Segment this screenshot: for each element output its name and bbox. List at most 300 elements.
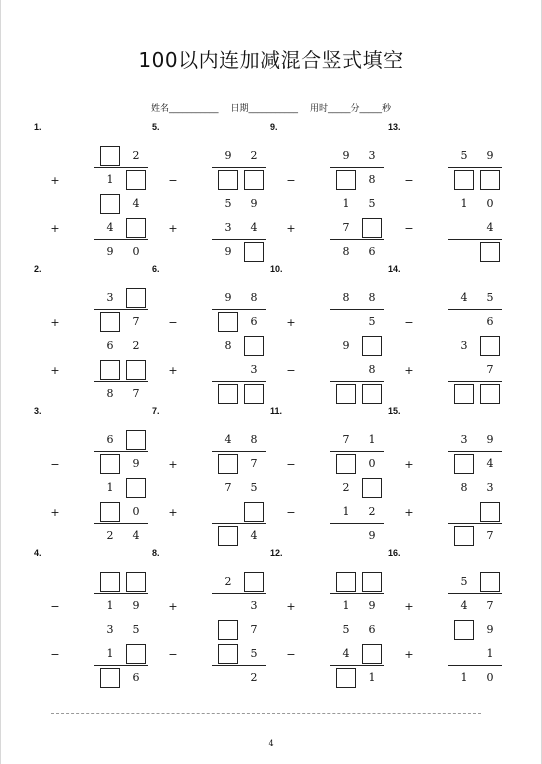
digit: 3: [106, 623, 114, 636]
digit: 6: [368, 245, 376, 258]
seconds-label: 秒: [382, 104, 392, 114]
digit: 1: [368, 433, 376, 446]
result-line: [330, 309, 384, 310]
equation-row: [152, 502, 270, 522]
digit: 9: [368, 529, 376, 542]
digit: 9: [486, 623, 494, 636]
result-line: [330, 523, 384, 524]
problem: [270, 122, 388, 264]
digit: 5: [486, 291, 494, 304]
problem-number: 12.: [270, 548, 283, 558]
equation-row: [388, 336, 506, 356]
operator-sign: +: [286, 600, 296, 613]
result-line: [94, 451, 148, 452]
answer-box[interactable]: [480, 170, 500, 190]
equation-row: [270, 360, 388, 380]
equation-row: [388, 288, 506, 308]
answer-box[interactable]: [362, 336, 382, 356]
operator-sign: +: [50, 506, 60, 519]
equation-row: [152, 336, 270, 356]
operator-sign: +: [404, 648, 414, 661]
equation-row: [34, 170, 152, 190]
digit: 2: [106, 529, 114, 542]
digit: 9: [132, 457, 140, 470]
answer-box[interactable]: [100, 360, 120, 380]
operator-sign: −: [168, 648, 178, 661]
digit: 5: [368, 315, 376, 328]
answer-box[interactable]: [336, 572, 356, 592]
answer-box[interactable]: [480, 336, 500, 356]
name-blank[interactable]: ___________: [168, 104, 219, 114]
operator-sign: +: [50, 222, 60, 235]
digit: 6: [132, 671, 140, 684]
answer-box[interactable]: [480, 242, 500, 262]
problem-number: 7.: [152, 406, 160, 416]
result-line: [448, 523, 502, 524]
answer-box[interactable]: [100, 502, 120, 522]
result-line: [212, 665, 266, 666]
problem: [270, 548, 388, 690]
problem: [34, 406, 152, 548]
operator-sign: −: [286, 458, 296, 471]
answer-box[interactable]: [218, 644, 238, 664]
result-line: [330, 665, 384, 666]
digit: 8: [224, 339, 232, 352]
equation-row: [388, 644, 506, 664]
equation-row: [152, 170, 270, 190]
answer-box[interactable]: [336, 170, 356, 190]
problem: [388, 406, 506, 548]
problem: [270, 264, 388, 406]
equation-row: [388, 454, 506, 474]
problem: [388, 122, 506, 264]
digit: 5: [368, 197, 376, 210]
result-line: [94, 593, 148, 594]
equation-row: [34, 430, 152, 450]
result-line: [94, 523, 148, 524]
answer-box[interactable]: [244, 242, 264, 262]
answer-box[interactable]: [126, 170, 146, 190]
operator-sign: −: [286, 506, 296, 519]
digit: 2: [250, 149, 258, 162]
equation-row: [270, 430, 388, 450]
digit: 5: [250, 481, 258, 494]
digit: 5: [250, 647, 258, 660]
answer-box[interactable]: [362, 478, 382, 498]
date-label: 日期: [230, 104, 249, 114]
answer-box[interactable]: [218, 454, 238, 474]
problem: [152, 548, 270, 690]
result-line: [212, 593, 266, 594]
answer-box[interactable]: [244, 384, 264, 404]
problem-number: 5.: [152, 122, 160, 132]
digit: 4: [132, 197, 140, 210]
digit: [218, 668, 238, 688]
digit: 8: [368, 173, 376, 186]
answer-box[interactable]: [100, 454, 120, 474]
equation-row: [388, 194, 506, 214]
result-line: [212, 239, 266, 240]
result-line: [448, 239, 502, 240]
digit: 4: [250, 221, 258, 234]
equation-row: [270, 502, 388, 522]
digit: 8: [342, 245, 350, 258]
answer-box[interactable]: [126, 572, 146, 592]
answer-box[interactable]: [126, 478, 146, 498]
digit: 1: [342, 197, 350, 210]
digit: 7: [224, 481, 232, 494]
equation-row: [270, 242, 388, 262]
digit: 9: [224, 245, 232, 258]
operator-sign: +: [404, 600, 414, 613]
answer-box[interactable]: [336, 384, 356, 404]
equation-row: [388, 526, 506, 546]
equation-row: [152, 430, 270, 450]
problem-number: 1.: [34, 122, 42, 132]
seconds-blank[interactable]: _____: [359, 104, 383, 114]
equation-row: [34, 288, 152, 308]
problem-number: 10.: [270, 264, 283, 274]
digit: 4: [106, 221, 114, 234]
answer-box[interactable]: [336, 454, 356, 474]
answer-box[interactable]: [480, 572, 500, 592]
page-number: 4: [268, 739, 274, 748]
digit: 5: [460, 575, 468, 588]
equation-row: [34, 384, 152, 404]
equation-row: [388, 360, 506, 380]
result-line: [330, 167, 384, 168]
problem-number: 13.: [388, 122, 401, 132]
result-line: [330, 381, 384, 382]
digit: [218, 360, 238, 380]
result-line: [448, 309, 502, 310]
equation-row: [270, 288, 388, 308]
digit: 3: [460, 433, 468, 446]
equation-row: [34, 502, 152, 522]
problem-number: 16.: [388, 548, 401, 558]
answer-box[interactable]: [244, 572, 264, 592]
equation-row: [152, 620, 270, 640]
problem: [270, 406, 388, 548]
page-title: 100以内连加减混合竖式填空: [138, 48, 404, 72]
digit: 2: [250, 671, 258, 684]
answer-box[interactable]: [126, 360, 146, 380]
digit: 6: [106, 339, 114, 352]
minutes-label: 分: [350, 104, 360, 114]
equation-row: [34, 194, 152, 214]
operator-sign: +: [286, 222, 296, 235]
answer-box[interactable]: [100, 146, 120, 166]
digit: 9: [342, 339, 350, 352]
digit: 1: [342, 599, 350, 612]
result-line: [448, 593, 502, 594]
answer-box[interactable]: [454, 170, 474, 190]
operator-sign: −: [404, 222, 414, 235]
equation-row: [388, 384, 506, 404]
answer-box[interactable]: [362, 218, 382, 238]
equation-row: [152, 526, 270, 546]
equation-row: [152, 478, 270, 498]
digit: 1: [486, 647, 494, 660]
answer-box[interactable]: [126, 644, 146, 664]
answer-box[interactable]: [244, 170, 264, 190]
digit: [336, 312, 356, 332]
equation-row: [388, 170, 506, 190]
digit: 5: [132, 623, 140, 636]
digit: [454, 502, 474, 522]
digit: 7: [250, 623, 258, 636]
result-line: [94, 309, 148, 310]
digit: 2: [132, 339, 140, 352]
answer-box[interactable]: [126, 288, 146, 308]
equation-row: [34, 242, 152, 262]
digit: 9: [106, 245, 114, 258]
equation-row: [152, 572, 270, 592]
equation-row: [34, 312, 152, 332]
digit: 1: [368, 671, 376, 684]
digit: 9: [342, 149, 350, 162]
equation-row: [270, 596, 388, 616]
equation-row: [152, 668, 270, 688]
problem-number: 8.: [152, 548, 160, 558]
operator-sign: +: [404, 458, 414, 471]
equation-row: [34, 526, 152, 546]
problem-grid: [1, 0, 542, 700]
digit: 1: [460, 197, 468, 210]
digit: 1: [106, 173, 114, 186]
digit: 4: [342, 647, 350, 660]
digit: [454, 218, 474, 238]
digit: 4: [486, 221, 494, 234]
digit: 0: [486, 671, 494, 684]
operator-sign: −: [168, 174, 178, 187]
equation-row: [388, 668, 506, 688]
digit: 3: [250, 363, 258, 376]
digit: 9: [132, 599, 140, 612]
answer-box[interactable]: [244, 502, 264, 522]
problem: [34, 264, 152, 406]
digit: 4: [486, 457, 494, 470]
digit: 9: [486, 433, 494, 446]
answer-box[interactable]: [218, 620, 238, 640]
answer-box[interactable]: [480, 502, 500, 522]
result-line: [212, 381, 266, 382]
digit: [454, 312, 474, 332]
equation-row: [152, 242, 270, 262]
operator-sign: −: [50, 600, 60, 613]
digit: 7: [342, 221, 350, 234]
answer-box[interactable]: [244, 336, 264, 356]
equation-row: [152, 644, 270, 664]
operator-sign: +: [50, 364, 60, 377]
digit: 6: [106, 433, 114, 446]
operator-sign: +: [404, 364, 414, 377]
result-line: [448, 451, 502, 452]
digit: 9: [224, 149, 232, 162]
answer-box[interactable]: [100, 312, 120, 332]
equation-row: [270, 454, 388, 474]
equation-row: [270, 384, 388, 404]
digit: 3: [106, 291, 114, 304]
operator-sign: −: [404, 316, 414, 329]
equation-row: [34, 668, 152, 688]
digit: [454, 360, 474, 380]
operator-sign: −: [50, 648, 60, 661]
digit: 8: [460, 481, 468, 494]
digit: 2: [224, 575, 232, 588]
digit: 9: [224, 291, 232, 304]
answer-box[interactable]: [100, 668, 120, 688]
result-line: [212, 309, 266, 310]
answer-box[interactable]: [362, 644, 382, 664]
digit: 4: [250, 529, 258, 542]
footer-divider: [51, 713, 481, 714]
answer-box[interactable]: [454, 454, 474, 474]
digit: [336, 526, 356, 546]
digit: 1: [106, 599, 114, 612]
answer-box[interactable]: [126, 430, 146, 450]
answer-box[interactable]: [362, 384, 382, 404]
equation-row: [270, 218, 388, 238]
digit: 5: [342, 623, 350, 636]
date-blank[interactable]: ___________: [248, 104, 298, 114]
answer-box[interactable]: [126, 218, 146, 238]
digit: 8: [342, 291, 350, 304]
digit: 3: [224, 221, 232, 234]
equation-row: [270, 620, 388, 640]
problem: [34, 548, 152, 690]
result-line: [94, 381, 148, 382]
answer-box[interactable]: [218, 312, 238, 332]
operator-sign: +: [168, 600, 178, 613]
equation-row: [388, 242, 506, 262]
answer-box[interactable]: [454, 620, 474, 640]
digit: 4: [132, 529, 140, 542]
answer-box[interactable]: [336, 668, 356, 688]
equation-row: [270, 312, 388, 332]
problem: [152, 264, 270, 406]
digit: 0: [132, 245, 140, 258]
operator-sign: −: [286, 174, 296, 187]
digit: 7: [342, 433, 350, 446]
equation-row: [270, 478, 388, 498]
digit: 1: [342, 505, 350, 518]
problem-number: 3.: [34, 406, 42, 416]
operator-sign: −: [404, 174, 414, 187]
result-line: [330, 593, 384, 594]
digit: 8: [106, 387, 114, 400]
digit: [454, 242, 474, 262]
equation-row: [152, 146, 270, 166]
answer-box[interactable]: [454, 384, 474, 404]
digit: [218, 596, 238, 616]
answer-box[interactable]: [454, 526, 474, 546]
digit: 0: [486, 197, 494, 210]
result-line: [448, 665, 502, 666]
answer-box[interactable]: [100, 194, 120, 214]
operator-sign: −: [286, 648, 296, 661]
digit: 6: [368, 623, 376, 636]
equation-row: [270, 526, 388, 546]
operator-sign: −: [50, 458, 60, 471]
equation-row: [388, 218, 506, 238]
digit: [218, 502, 238, 522]
answer-box[interactable]: [100, 572, 120, 592]
operator-sign: +: [404, 506, 414, 519]
answer-box[interactable]: [218, 170, 238, 190]
digit: 8: [250, 291, 258, 304]
operator-sign: +: [168, 364, 178, 377]
equation-row: [152, 596, 270, 616]
equation-row: [270, 336, 388, 356]
digit: 4: [224, 433, 232, 446]
result-line: [212, 167, 266, 168]
operator-sign: +: [286, 316, 296, 329]
result-line: [448, 167, 502, 168]
equation-row: [270, 146, 388, 166]
problem-number: 4.: [34, 548, 42, 558]
equation-row: [152, 360, 270, 380]
operator-sign: −: [286, 364, 296, 377]
result-line: [448, 381, 502, 382]
answer-box[interactable]: [218, 384, 238, 404]
result-line: [94, 665, 148, 666]
equation-row: [152, 312, 270, 332]
digit: 5: [460, 149, 468, 162]
problem: [388, 264, 506, 406]
problem: [388, 548, 506, 690]
result-line: [212, 523, 266, 524]
equation-row: [34, 644, 152, 664]
result-line: [94, 239, 148, 240]
digit: 0: [132, 505, 140, 518]
digit: 5: [224, 197, 232, 210]
equation-row: [34, 596, 152, 616]
problem-number: 15.: [388, 406, 401, 416]
digit: 6: [250, 315, 258, 328]
equation-row: [270, 194, 388, 214]
digit: 7: [132, 387, 140, 400]
digit: 6: [486, 315, 494, 328]
result-line: [94, 167, 148, 168]
answer-box[interactable]: [362, 572, 382, 592]
problem: [152, 122, 270, 264]
result-line: [330, 239, 384, 240]
digit: 4: [460, 291, 468, 304]
digit: 3: [250, 599, 258, 612]
equation-row: [34, 478, 152, 498]
digit: 7: [486, 363, 494, 376]
equation-row: [34, 218, 152, 238]
operator-sign: −: [168, 316, 178, 329]
problem: [152, 406, 270, 548]
digit: 1: [106, 647, 114, 660]
operator-sign: +: [50, 174, 60, 187]
digit: 9: [368, 599, 376, 612]
equation-row: [34, 454, 152, 474]
digit: 1: [460, 671, 468, 684]
digit: 7: [132, 315, 140, 328]
answer-box[interactable]: [480, 384, 500, 404]
equation-row: [152, 384, 270, 404]
answer-box[interactable]: [218, 526, 238, 546]
equation-row: [270, 572, 388, 592]
equation-row: [270, 668, 388, 688]
minutes-blank[interactable]: _____: [328, 104, 351, 114]
equation-row: [388, 620, 506, 640]
equation-row: [152, 454, 270, 474]
problem-number: 6.: [152, 264, 160, 274]
